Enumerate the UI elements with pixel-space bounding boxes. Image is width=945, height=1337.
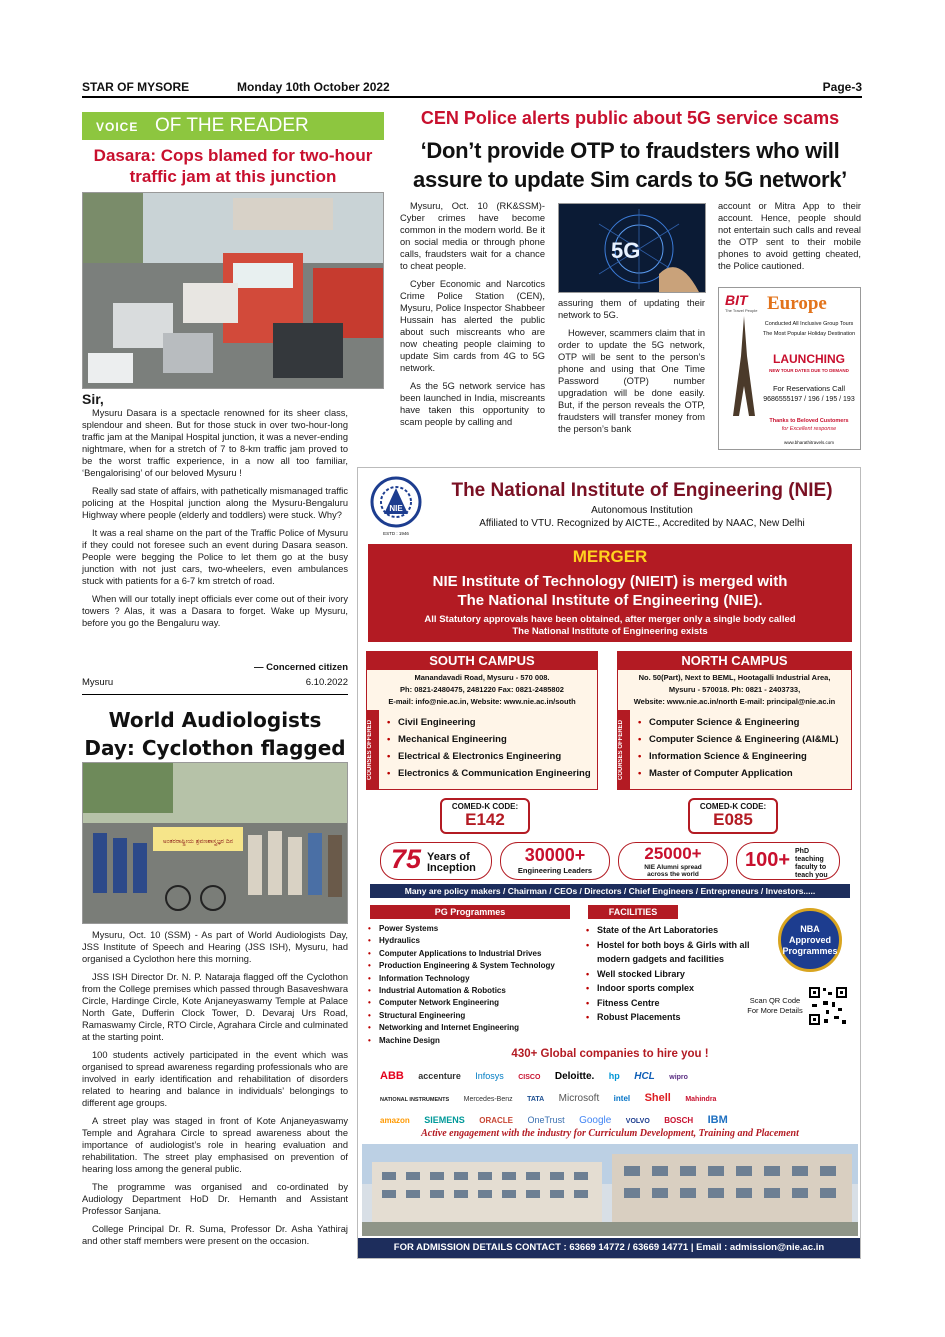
- cen-paragraph: assuring them of updating their network to 5G.: [558, 298, 705, 320]
- voice-headline: Dasara: Cops blamed for two-hour traffic jam at this junction: [93, 146, 373, 186]
- bit-title: Europe: [767, 293, 827, 314]
- pg-item: • Production Engineering & System Technology: [368, 960, 555, 972]
- voice-paragraph: When will our totally inept officials ever come out of their ivory towers ? Alas, it was a Dasara to forget. Wake up Mysuru, before you go the Bengaluru way.: [82, 594, 348, 628]
- campus-building-image: [362, 1144, 858, 1236]
- nba-text: NBA Approved Programmes: [782, 923, 838, 956]
- company-logo: Deloitte.: [554, 1071, 595, 1082]
- bit-tagline: The Travel People: [725, 308, 758, 313]
- south-course-list: [387, 714, 591, 782]
- voice-paragraph: Really sad state of affairs, with pathetically mismanaged traffic policing at the Hospital junction along the Mysuru-Bengaluru Highway where people (elderly and toddlers) were stuck. Why?: [82, 486, 348, 520]
- column-divider: [82, 694, 348, 695]
- facility-item: • Fitness Centre: [586, 996, 756, 1011]
- eiffel-tower-icon: [731, 316, 757, 416]
- audiology-paragraph: The programme was organised and co-ordinated by Audiology Department HoD Dr. Hemanth and Assistant Professor Sanjana.: [82, 1182, 348, 1216]
- south-title: SOUTH CAMPUS: [367, 652, 597, 670]
- stat-number: 75: [391, 844, 422, 874]
- merger-line4: The National Institute of Engineering exists: [512, 626, 708, 637]
- pg-list: [368, 923, 555, 1047]
- comedk-code: E142: [465, 810, 505, 829]
- north-campus: [617, 651, 852, 790]
- course-item: • Master of Computer Application: [638, 765, 839, 782]
- north-title: NORTH CAMPUS: [618, 652, 851, 670]
- merger-line2: The National Institute of Engineering (NIE).: [457, 592, 763, 609]
- north-addr1: No. 50(Part), Next to BEML, Hootagalli Industrial Area,: [638, 673, 831, 682]
- voice-paragraph: It was a real shame on the part of the Traffic Police of Mysuru if they could not foresee such an event during Dasara season. People were begging the Police to let them go at the busy junction with not just cars, two-wheelers, even ambulances stuck with patients for a 6-7 km stretch of road.: [82, 528, 348, 586]
- company-logo: OneTrust: [527, 1115, 565, 1125]
- company-logo: Mahindra: [685, 1096, 717, 1103]
- nie-sub2: Affiliated to VTU. Recognized by AICTE., Accredited by NAAC, New Delhi: [479, 518, 805, 529]
- south-addr3: E-mail: info@nie.ac.in, Website: www.nie.ac.in/south: [388, 697, 576, 706]
- traffic-jam-image: [83, 193, 384, 389]
- course-item: • Mechanical Engineering: [387, 731, 591, 748]
- stat-label: PhD teaching faculty to teach you: [795, 848, 828, 879]
- stat-label: Years of Inception: [427, 851, 476, 874]
- north-course-list: [638, 714, 839, 782]
- facilities-title: FACILITIES: [588, 905, 678, 919]
- company-logo: BOSCH: [664, 1116, 694, 1125]
- south-addr2: Ph: 0821-2480475, 2481220 Fax: 0821-2485802: [400, 685, 564, 694]
- publication-name: STAR OF MYSORE: [82, 80, 190, 94]
- course-item: • Information Science & Engineering: [638, 748, 839, 765]
- bit-website: www.bharathitravels.com: [783, 440, 835, 445]
- pg-item: • Power Systems: [368, 923, 555, 935]
- stat-years: [380, 842, 492, 880]
- stat-leaders: [500, 842, 610, 880]
- pg-item: • Networking and Internet Engineering: [368, 1022, 555, 1034]
- nie-logo-icon: [370, 476, 422, 528]
- bit-launching: LAUNCHING: [773, 352, 845, 366]
- nie-title: The National Institute of Engineering (NIE): [451, 480, 833, 501]
- engagement-line: Active engagement with the industry for Curriculum Development, Training and Placement: [421, 1128, 799, 1139]
- nie-advertisement: [357, 467, 861, 1259]
- facility-item: • Indoor sports complex: [586, 981, 756, 996]
- qr-caption: Scan QR Code For More Details: [747, 996, 803, 1015]
- south-campus: [366, 651, 598, 790]
- company-logo: ABB: [380, 1070, 404, 1082]
- company-logos-row3: [380, 1110, 850, 1128]
- cen-paragraph: Mysuru, Oct. 10 (RK&SSM)- Cyber crimes have become common in the modern world. Be it on social media or through phone calls, fraudsters wait for a chance to cheat people.: [400, 201, 545, 271]
- pg-item: • Machine Design: [368, 1035, 555, 1047]
- audiology-headline: World Audiologists Day: Cyclothon flagged: [84, 708, 346, 760]
- voice-letter-body: [82, 393, 348, 635]
- company-logo: IBM: [707, 1114, 728, 1126]
- company-logo: Shell: [644, 1092, 671, 1104]
- stats-row: [380, 842, 840, 880]
- bit-thanks1: Thanks to Beloved Customers: [769, 418, 849, 424]
- voice-banner: [82, 112, 384, 140]
- admission-contact-bar: FOR ADMISSION DETAILS CONTACT : 63669 14772 / 63669 14771 | Email : admission@nie.ac.in: [358, 1238, 860, 1258]
- nie-sub1: Autonomous Institution: [591, 505, 693, 516]
- stat-label: NIE Alumni spread across the world: [644, 864, 702, 878]
- 5g-image: [559, 204, 706, 293]
- companies-title: 430+ Global companies to hire you !: [511, 1048, 709, 1060]
- stat-number: 30000+: [524, 845, 586, 865]
- voice-letter-date: 6.10.2022: [305, 677, 348, 688]
- stat-alumni: [618, 842, 728, 880]
- bit-line2: The Most Popular Holiday Destination: [762, 331, 856, 337]
- bit-logo: BIT: [725, 292, 748, 308]
- bit-phone: 9686555197 / 196 / 195 / 193: [763, 396, 855, 403]
- company-logo: hp: [608, 1071, 620, 1081]
- comedk-label: COMED-K CODE:: [699, 802, 767, 811]
- pg-item: • Computer Network Engineering: [368, 997, 555, 1009]
- cen-kicker: CEN Police alerts public about 5G service scams: [420, 108, 840, 128]
- voice-paragraph: Mysuru Dasara is a spectacle renowned for its sheer class, splendour and sheen. But for those stuck in over two-hour-long traffic jam at the Manipal Hospital junction, it was a never-ending nightmare, when for a stretch of 7 to 8-km traffic jam proved to be the worst traffic experience, in a now all too familiar, ‘Bengalorising’ of our beloved Mysuru !: [82, 408, 348, 478]
- company-logo: amazon: [380, 1116, 410, 1125]
- north-addr3: Website: www.nie.ac.in/north E-mail: principal@nie.ac.in: [633, 697, 836, 706]
- course-item: • Civil Engineering: [387, 714, 591, 731]
- company-logos-row1: [380, 1066, 850, 1084]
- audiology-body: [82, 929, 348, 1253]
- stat-faculty: [736, 842, 840, 880]
- pg-item: • Computer Applications to Industrial Drives: [368, 948, 555, 960]
- pg-item: • Information Technology: [368, 973, 555, 985]
- cen-paragraph: However, scammers claim that in order to update the 5G network, OTP will be sent to the person’s phone and using that One Time Password (OTP) number upgradation will be done easily. But, if the person reveals the OTP, fraudsters will transfer money from the person’s bank: [558, 328, 705, 434]
- course-item: • Electronics & Communication Engineering: [387, 765, 591, 782]
- company-logos-row2: [380, 1088, 850, 1106]
- course-item: • Computer Science & Engineering (AI&ML): [638, 731, 839, 748]
- cen-paragraph: Cyber Economic and Narcotics Crime Police Station (CEN), Mysuru, Police Inspector Shabbeer Hussain has alerted the public about such miscreants who are now cheating people claiming to update Sim cards from 4G to 5G network.: [400, 279, 545, 373]
- audiology-paragraph: College Principal Dr. R. Suma, Professor Dr. Asha Yathiraj and other staff members were present on the occasion.: [82, 1224, 348, 1246]
- company-logo: Infosys: [475, 1071, 504, 1081]
- south-comedk: [440, 798, 530, 834]
- 5g-label: 5G: [611, 238, 641, 263]
- stat-label: Engineering Leaders: [517, 866, 593, 875]
- company-logo: VOLVO: [625, 1118, 650, 1125]
- cen-col3: [718, 200, 861, 278]
- voice-section-title: OF THE READER: [155, 115, 309, 136]
- nba-badge: [778, 908, 842, 972]
- bit-thanks2: for Excellent response: [781, 426, 837, 432]
- comedk-code: E085: [713, 810, 753, 829]
- north-addr2: Mysuru - 570018. Ph: 0821 - 2403733,: [668, 685, 801, 694]
- bit-europe-ad: [718, 287, 861, 450]
- audiology-paragraph: A street play was staged in front of Kote Anjaneyaswamy Temple and Agrahara Circle to spread awareness about the importance of audiologist’s role in hearing evaluation and rehabilitation. The street play emphasised on prevention of hearing loss among the general public.: [82, 1116, 348, 1174]
- pg-item: • Industrial Automation & Robotics: [368, 985, 555, 997]
- company-logo: Google: [579, 1115, 612, 1126]
- company-logo: Microsoft: [558, 1093, 600, 1104]
- facility-item: • State of the Art Laboratories: [586, 923, 756, 938]
- merger-title: MERGER: [572, 547, 648, 566]
- voice-place: Mysuru: [82, 677, 114, 688]
- company-logo: TATA: [527, 1096, 545, 1103]
- stat-number: 25000+: [644, 844, 702, 863]
- policy-strip: Many are policy makers / Chairman / CEOs / Directors / Chief Engineers / Entrepreneurs / Investors.....: [370, 884, 850, 898]
- company-logo: wipro: [669, 1074, 688, 1081]
- nie-logo-text: NIE: [389, 504, 403, 513]
- voice-signoff: — Concerned citizen: [254, 662, 348, 673]
- bit-line1: Conducted All Inclusive Group Tours: [764, 321, 854, 327]
- company-logo: accenture: [418, 1071, 461, 1081]
- company-logo: NATIONAL INSTRUMENTS: [380, 1097, 450, 1103]
- audiology-paragraph: JSS ISH Director Dr. N. P. Nataraja flagged off the Cyclothon from the College premises which passed through Basaveshwara Circle, Hardinge Circle, Kote Anjaneyaswamy Temple at Palace North Gate, Dufferin Clock Tower, D. Devaraj Urs Road, Ramaswamy Circle, RTO Circle, Agrahara Circle and culminated at the starting point.: [82, 972, 348, 1042]
- company-logo: ORACLE: [479, 1116, 513, 1125]
- nie-estd: ESTD : 1946: [383, 531, 409, 536]
- traffic-jam-photo: [82, 192, 384, 389]
- company-logo: CISCO: [518, 1074, 541, 1081]
- audiology-paragraph: 100 students actively participated in the event which was organised to spread awareness regarding professionals who are involved in early identification and rehabilitation of disorders related to hearing and balance in individuals’ belongings to different age groups.: [82, 1050, 348, 1108]
- course-item: • Electrical & Electronics Engineering: [387, 748, 591, 765]
- comedk-label: COMED-K CODE:: [451, 802, 519, 811]
- qr-code-icon[interactable]: [808, 986, 848, 1026]
- south-courses-tab: COURSES OFFERED: [367, 710, 379, 790]
- north-courses-tab: COURSES OFFERED: [618, 710, 630, 790]
- merger-line3: All Statutory approvals have been obtained, after merger only a single body called: [424, 614, 796, 625]
- company-logo: intel: [613, 1094, 631, 1103]
- stat-number: 100+: [745, 849, 791, 871]
- cen-col2: [558, 297, 705, 441]
- facilities-list: [586, 923, 756, 1025]
- cen-headline: ‘Don’t provide OTP to fraudsters who will assure to update Sim cards to 5G network’: [413, 138, 847, 192]
- facility-item: • Robust Placements: [586, 1010, 756, 1025]
- bit-reserve: For Reservations Call: [772, 384, 846, 393]
- company-logo: Mercedes-Benz: [463, 1096, 513, 1103]
- pg-title: PG Programmes: [370, 905, 570, 919]
- cen-paragraph: account or Mitra App to their account. Hence, people should not entertain such calls and reveal the OTP sent to their mobile phones to avoid getting cheated, the Police cautioned.: [718, 201, 861, 271]
- voice-salutation: Sir,: [82, 391, 104, 407]
- company-logo: SIEMENS: [424, 1115, 465, 1125]
- company-logo: HCL: [634, 1071, 655, 1082]
- south-addr1: Manandavadi Road, Mysuru - 570 008.: [414, 673, 550, 682]
- pg-item: • Hydraulics: [368, 935, 555, 947]
- page-header: [82, 78, 862, 98]
- merger-line1: NIE Institute of Technology (NIEIT) is merged with: [432, 573, 788, 590]
- cyclothon-photo: [82, 762, 348, 924]
- cyclothon-image: [83, 763, 348, 924]
- cen-paragraph: As the 5G network service has been launched in India, miscreants have taken this opportunity to scam people by calling and: [400, 381, 545, 427]
- audiology-paragraph: Mysuru, Oct. 10 (SSM) - As part of World Audiologists Day, JSS Institute of Speech and Hearing (JSS ISH), Mysuru, had organised a Cyclothon here this morning.: [82, 930, 348, 964]
- cyclothon-banner: ಅಂತರರಾಷ್ಟ್ರೀಯ ಶ್ರವಣಶಾಸ್ತ್ರಜ್ಞರ ದಿನ: [162, 838, 234, 845]
- merger-box: [368, 544, 852, 642]
- 5g-photo: [558, 203, 706, 293]
- north-comedk: [688, 798, 778, 834]
- voice-kicker: VOICE: [96, 120, 139, 134]
- cen-col1: [400, 200, 545, 434]
- facility-item: • Hostel for both boys & Girls with all modern gadgets and facilities: [586, 938, 756, 967]
- pg-item: • Structural Engineering: [368, 1010, 555, 1022]
- facility-item: • Well stocked Library: [586, 967, 756, 982]
- bit-new-dates: NEW TOUR DATES DUE TO DEMAND: [769, 368, 849, 373]
- issue-date: Monday 10th October 2022: [237, 80, 390, 94]
- course-item: • Computer Science & Engineering: [638, 714, 839, 731]
- page-number: Page-3: [822, 80, 862, 94]
